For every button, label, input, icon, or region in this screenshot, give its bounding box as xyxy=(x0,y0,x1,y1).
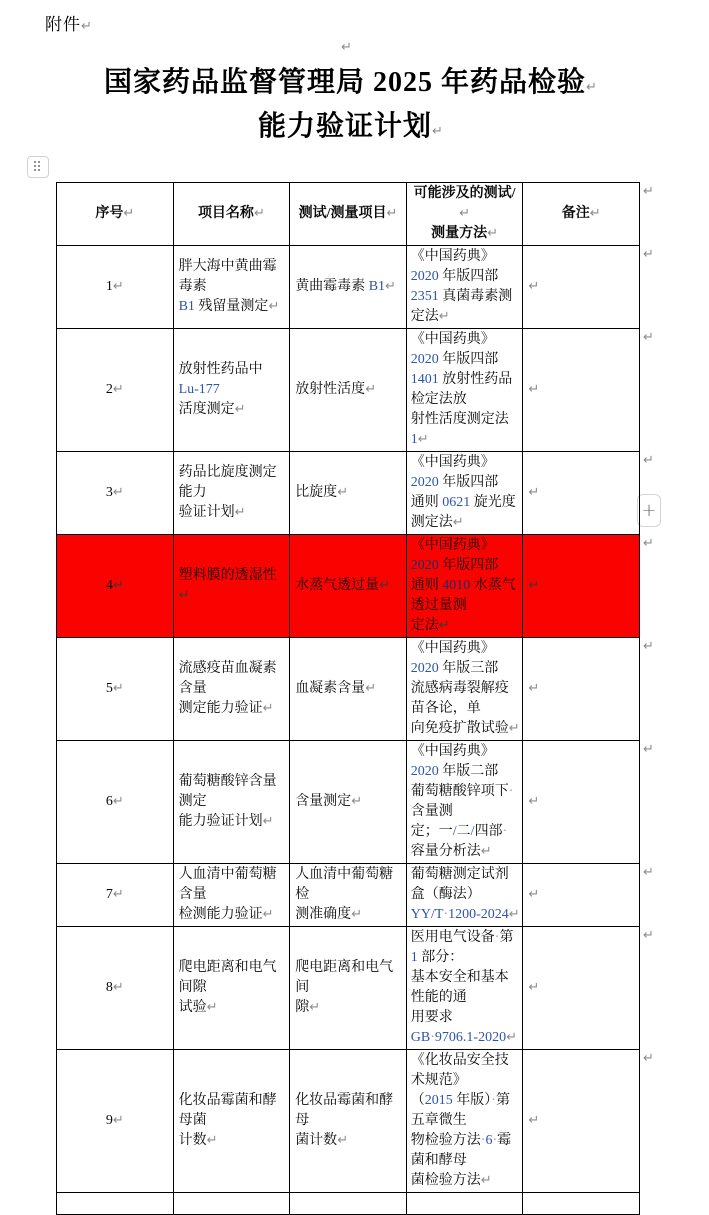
cell-name[interactable]: 流感疫苗血凝素含量 测定能力验证↵ xyxy=(173,638,290,741)
cell-test[interactable]: 比旋度↵ xyxy=(290,452,407,535)
header-test[interactable]: 测试/测量项目↵ xyxy=(290,183,407,246)
cell-note[interactable] xyxy=(523,452,640,535)
table-row xyxy=(57,452,640,535)
cell-no[interactable]: 1↵ xyxy=(57,246,174,329)
table-row xyxy=(57,864,640,927)
pilcrow-mark: ↵ xyxy=(528,279,540,294)
cell-method xyxy=(406,1193,523,1215)
blank-paragraph-mark: ↵ xyxy=(341,40,352,55)
pilcrow-mark: ↵ xyxy=(528,681,540,696)
pilcrow-mark: ↵ xyxy=(438,618,450,633)
space-mark: · xyxy=(491,1093,496,1108)
cell-note[interactable] xyxy=(523,246,640,329)
pilcrow-mark: ↵ xyxy=(123,206,135,221)
cell-no[interactable]: 3↵ xyxy=(57,452,174,535)
pilcrow-mark: ↵ xyxy=(528,382,540,397)
pilcrow-mark: ↵ xyxy=(417,432,429,447)
verification-plan-table xyxy=(56,182,640,1215)
cell-method[interactable]: 《中国药典》2020 年版四部 通则 0621 旋光度测定法↵ xyxy=(406,452,523,535)
pilcrow-mark: ↵ xyxy=(262,701,274,716)
pilcrow-mark: ↵ xyxy=(253,206,265,221)
pilcrow-mark: ↵ xyxy=(112,485,124,500)
pilcrow-mark: ↵ xyxy=(487,226,499,241)
cell-no[interactable]: 7↵ xyxy=(57,864,174,927)
cell-test[interactable]: 水蒸气透过量↵ xyxy=(290,535,407,638)
pilcrow-mark: ↵ xyxy=(480,844,492,859)
cell-method[interactable]: 《化妆品安全技术规范》 （2015 年版）·第五章微生 物检验方法·6·霉菌和酵母 菌检验方法↵ xyxy=(406,1050,523,1193)
cell-method[interactable]: 《中国药典》2020 年版三部 流感病毒裂解疫苗各论，单 向免疫扩散试验↵ xyxy=(406,638,523,741)
pilcrow-mark: ↵ xyxy=(234,505,246,520)
pilcrow-mark: ↵ xyxy=(351,907,363,922)
cell-no[interactable]: 9↵ xyxy=(57,1050,174,1193)
table-row-highlighted xyxy=(57,535,640,638)
cell-note[interactable] xyxy=(523,927,640,1050)
cell-note[interactable] xyxy=(523,1050,640,1193)
document-title-line2: 能力验证计划↵ xyxy=(258,111,443,142)
pilcrow-mark: ↵ xyxy=(112,887,124,902)
pilcrow-mark: ↵ xyxy=(508,721,520,736)
pilcrow-mark: ↵ xyxy=(586,80,597,95)
row-end-mark: ↵ xyxy=(643,453,654,468)
cell-name[interactable]: 人血清中葡萄糖含量 检测能力验证↵ xyxy=(173,864,290,927)
row-end-mark: ↵ xyxy=(643,1051,654,1066)
pilcrow-mark: ↵ xyxy=(112,794,124,809)
pilcrow-mark: ↵ xyxy=(459,206,471,221)
cell-name[interactable]: 爬电距离和电气间隙 试验↵ xyxy=(173,927,290,1050)
cell-method[interactable]: 医用电气设备·第 1 部分： 基本安全和基本性能的通 用要求 GB·9706.1-2020↵ xyxy=(406,927,523,1050)
pilcrow-mark: ↵ xyxy=(452,515,464,530)
cell-note[interactable] xyxy=(523,741,640,864)
table-row xyxy=(57,246,640,329)
pilcrow-mark: ↵ xyxy=(385,279,396,294)
row-end-mark: ↵ xyxy=(643,247,654,262)
table-row-partial xyxy=(57,1193,640,1215)
pilcrow-mark: ↵ xyxy=(262,814,274,829)
cell-method[interactable]: 《中国药典》2020 年版四部 通则 4010 水蒸气透过量测 定法↵ xyxy=(406,535,523,638)
row-end-mark: ↵ xyxy=(643,865,654,880)
cell-note xyxy=(523,1193,640,1215)
pilcrow-mark: ↵ xyxy=(438,309,450,324)
cell-name[interactable]: 放射性药品中 Lu-177 活度测定↵ xyxy=(173,329,290,452)
space-mark: · xyxy=(502,824,508,839)
space-mark: · xyxy=(494,930,500,945)
row-end-mark: ↵ xyxy=(643,536,654,551)
cell-method[interactable]: 《中国药典》2020 年版四部 1401 放射性药品检定法放 射性活度测定法 1↵ xyxy=(406,329,523,452)
cell-name[interactable]: 药品比旋度测定能力 验证计划↵ xyxy=(173,452,290,535)
space-mark: · xyxy=(443,907,449,922)
row-end-mark: ↵ xyxy=(643,742,654,757)
pilcrow-mark: ↵ xyxy=(365,382,377,397)
space-mark: · xyxy=(430,1030,435,1045)
header-method[interactable]: 可能涉及的测试/↵ 测量方法↵ xyxy=(406,183,523,246)
pilcrow-mark: ↵ xyxy=(528,485,540,500)
pilcrow-mark: ↵ xyxy=(528,980,540,995)
header-note[interactable]: 备注↵ xyxy=(523,183,640,246)
pilcrow-mark: ↵ xyxy=(206,1000,218,1015)
row-end-mark: ↵ xyxy=(643,184,654,199)
pilcrow-mark: ↵ xyxy=(268,299,280,314)
pilcrow-mark: ↵ xyxy=(112,980,124,995)
pilcrow-mark: ↵ xyxy=(589,206,601,221)
cell-test xyxy=(290,1193,407,1215)
pilcrow-mark: ↵ xyxy=(528,1113,540,1128)
row-end-mark: ↵ xyxy=(643,928,654,943)
cell-note[interactable] xyxy=(523,535,640,638)
pilcrow-mark: ↵ xyxy=(506,1030,517,1045)
header-name[interactable]: 项目名称↵ xyxy=(173,183,290,246)
pilcrow-mark: ↵ xyxy=(112,681,124,696)
table-row xyxy=(57,329,640,452)
header-no[interactable]: 序号↵ xyxy=(57,183,174,246)
cell-test[interactable]: 人血清中葡萄糖检 测准确度↵ xyxy=(290,864,407,927)
pilcrow-mark: ↵ xyxy=(81,19,92,34)
space-mark: · xyxy=(480,1133,486,1148)
add-row-button[interactable] xyxy=(637,494,661,527)
row-end-mark: ↵ xyxy=(643,330,654,345)
pilcrow-mark: ↵ xyxy=(234,402,246,417)
cell-note[interactable] xyxy=(523,864,640,927)
table-row xyxy=(57,741,640,864)
cell-note[interactable] xyxy=(523,638,640,741)
cell-no xyxy=(57,1193,174,1215)
pilcrow-mark: ↵ xyxy=(528,794,540,809)
pilcrow-mark: ↵ xyxy=(262,907,274,922)
cell-no[interactable]: 8↵ xyxy=(57,927,174,1050)
cell-name[interactable]: 化妆品霉菌和酵母菌 计数↵ xyxy=(173,1050,290,1193)
table-drag-handle[interactable] xyxy=(27,156,49,178)
drag-dots-icon xyxy=(34,161,42,173)
cell-test[interactable]: 放射性活度↵ xyxy=(290,329,407,452)
cell-name xyxy=(173,1193,290,1215)
pilcrow-mark: ↵ xyxy=(112,382,124,397)
document-title-line1: 国家药品监督管理局 2025 年药品检验↵ xyxy=(104,67,597,98)
pilcrow-mark: ↵ xyxy=(528,887,540,902)
pilcrow-mark: ↵ xyxy=(432,124,443,139)
pilcrow-mark: ↵ xyxy=(309,1000,321,1015)
row-end-mark: ↵ xyxy=(643,639,654,654)
cell-test[interactable]: 黄曲霉毒素 B1↵ xyxy=(290,246,407,329)
cell-test[interactable]: 爬电距离和电气间 隙↵ xyxy=(290,927,407,1050)
pilcrow-mark: ↵ xyxy=(351,794,363,809)
cell-name[interactable]: 胖大海中黄曲霉毒素 B1 残留量测定↵ xyxy=(173,246,290,329)
cell-test[interactable]: 血凝素含量↵ xyxy=(290,638,407,741)
cell-no[interactable]: 4↵ xyxy=(57,535,174,638)
pilcrow-mark: ↵ xyxy=(386,206,398,221)
space-mark: · xyxy=(508,784,514,799)
cell-name[interactable]: 塑料膜的透湿性↵ xyxy=(173,535,290,638)
pilcrow-mark: ↵ xyxy=(379,578,391,593)
cell-method[interactable]: 葡萄糖测定试剂盒（酶法） YY/T·1200-2024↵ xyxy=(406,864,523,927)
table-row xyxy=(57,927,640,1050)
pilcrow-mark: ↵ xyxy=(480,1173,492,1188)
pilcrow-mark: ↵ xyxy=(508,907,520,922)
cell-test[interactable]: 含量测定↵ xyxy=(290,741,407,864)
cell-method[interactable]: 《中国药典》2020 年版四部 2351 真菌毒素测定法↵ xyxy=(406,246,523,329)
cell-no[interactable]: 6↵ xyxy=(57,741,174,864)
plus-icon: + xyxy=(641,500,657,521)
table-header-row xyxy=(57,183,640,246)
pilcrow-mark: ↵ xyxy=(528,578,540,593)
pilcrow-mark: ↵ xyxy=(112,578,124,593)
table-row xyxy=(57,1050,640,1193)
pilcrow-mark: ↵ xyxy=(178,588,190,603)
pilcrow-mark: ↵ xyxy=(365,681,377,696)
document-title xyxy=(0,63,701,151)
pilcrow-mark: ↵ xyxy=(206,1133,218,1148)
attachment-label: 附件↵ xyxy=(45,15,92,34)
cell-test[interactable]: 化妆品霉菌和酵母 菌计数↵ xyxy=(290,1050,407,1193)
cell-name[interactable]: 葡萄糖酸锌含量测定 能力验证计划↵ xyxy=(173,741,290,864)
cell-no[interactable]: 2↵ xyxy=(57,329,174,452)
table-row xyxy=(57,638,640,741)
pilcrow-mark: ↵ xyxy=(337,1133,349,1148)
cell-method[interactable]: 《中国药典》2020 年版二部 葡萄糖酸锌项下·含量测 定；一/二/四部·容量分析法↵ xyxy=(406,741,523,864)
pilcrow-mark: ↵ xyxy=(112,1113,124,1128)
table-header xyxy=(57,183,640,246)
pilcrow-mark: ↵ xyxy=(112,279,124,294)
cell-no[interactable]: 5↵ xyxy=(57,638,174,741)
space-mark: · xyxy=(492,1133,498,1148)
cell-note[interactable] xyxy=(523,329,640,452)
pilcrow-mark: ↵ xyxy=(337,485,349,500)
